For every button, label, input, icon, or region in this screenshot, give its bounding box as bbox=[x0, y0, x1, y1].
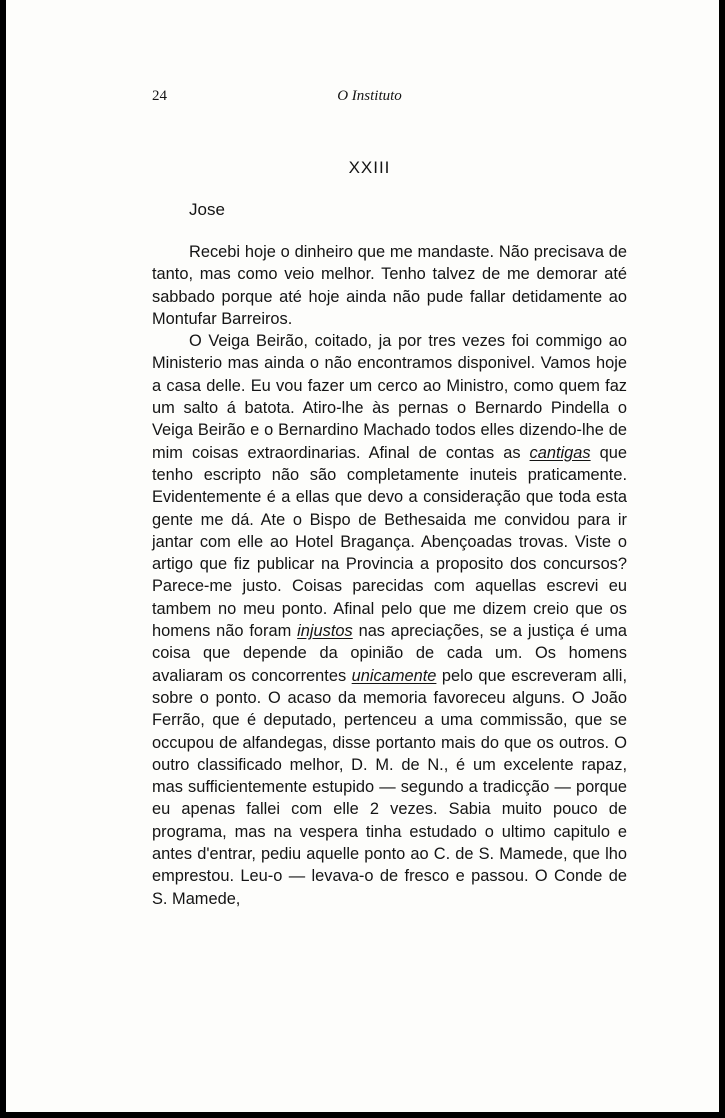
page-number: 24 bbox=[152, 88, 167, 104]
paragraph-2 bbox=[152, 330, 627, 910]
text-segment: pelo que escreveram alli, sobre o ponto. O acaso da memoria favoreceu alguns. O João Ferrão, que é deputado, pertenceu a uma commissão, que se occupou de alfandegas, disse portanto mais do que os outros. O outro classificado melhor, D. M. de N., é um excelente rapaz, mas sufficientemente estupido — segundo a tradicção — porque eu apenas fallei com elle 2 vezes. Sabia muito pouco de programa, mas na vespera tinha estudado o ultimo capitulo e antes d'entrar, pediu aquelle ponto ao C. de S. Mamede, que lho emprestou. Leu-o — levava-o de fresco e passou. O Conde de S. Mamede, bbox=[152, 666, 628, 908]
letter-body bbox=[152, 241, 627, 910]
chapter-title: XXIII bbox=[348, 158, 391, 177]
text-segment: que tenho escripto não são completamente inuteis praticamente. Evidentemente é a ellas que devo a consideração que toda esta gente me dá. Ate o Bispo de Bethesaida me convidou para ir jantar com elle ao Hotel Bragança. Abençoadas trovas. Viste o artigo que fiz publicar na Provincia a proposito dos concursos? Parece-me justo. Coisas parecidas com aquellas escrevi eu tambem no meu ponto. Afinal pelo que me dizem creio que os homens não foram bbox=[152, 443, 627, 641]
salutation: Jose bbox=[189, 200, 225, 219]
text-segment: nas apreciações, se a justiça é uma coisa que depende da opinião de cada um. Os homens avaliaram os concorrentes bbox=[152, 622, 627, 685]
emphasized-word: unicamente bbox=[351, 666, 437, 685]
emphasized-word: cantigas bbox=[529, 443, 591, 462]
running-title: O Instituto bbox=[337, 88, 402, 104]
book-page bbox=[6, 0, 719, 1112]
paragraph-1: Recebi hoje o dinheiro que me mandaste. Não precisava de tanto, mas como veio melhor. Tenho talvez de me demorar até sabbado porque até hoje ainda não pude fallar detidamente ao Montufar Barreiros. bbox=[152, 243, 627, 328]
page-header bbox=[152, 88, 587, 112]
text-segment: O Veiga Beirão, coitado, ja por tres vezes foi commigo ao Ministerio mas ainda o não encontramos disponivel. Vamos hoje a casa delle. Eu vou fazer um cerco ao Ministro, como quem faz um salto á batota. Atiro-lhe às pernas o Bernardo Pindella o Veiga Beirão e o Bernardino Machado todos elles dizendo-lhe de mim coisas extraordinarias. Afinal de contas as bbox=[152, 332, 627, 462]
emphasized-word: injustos bbox=[297, 622, 353, 641]
